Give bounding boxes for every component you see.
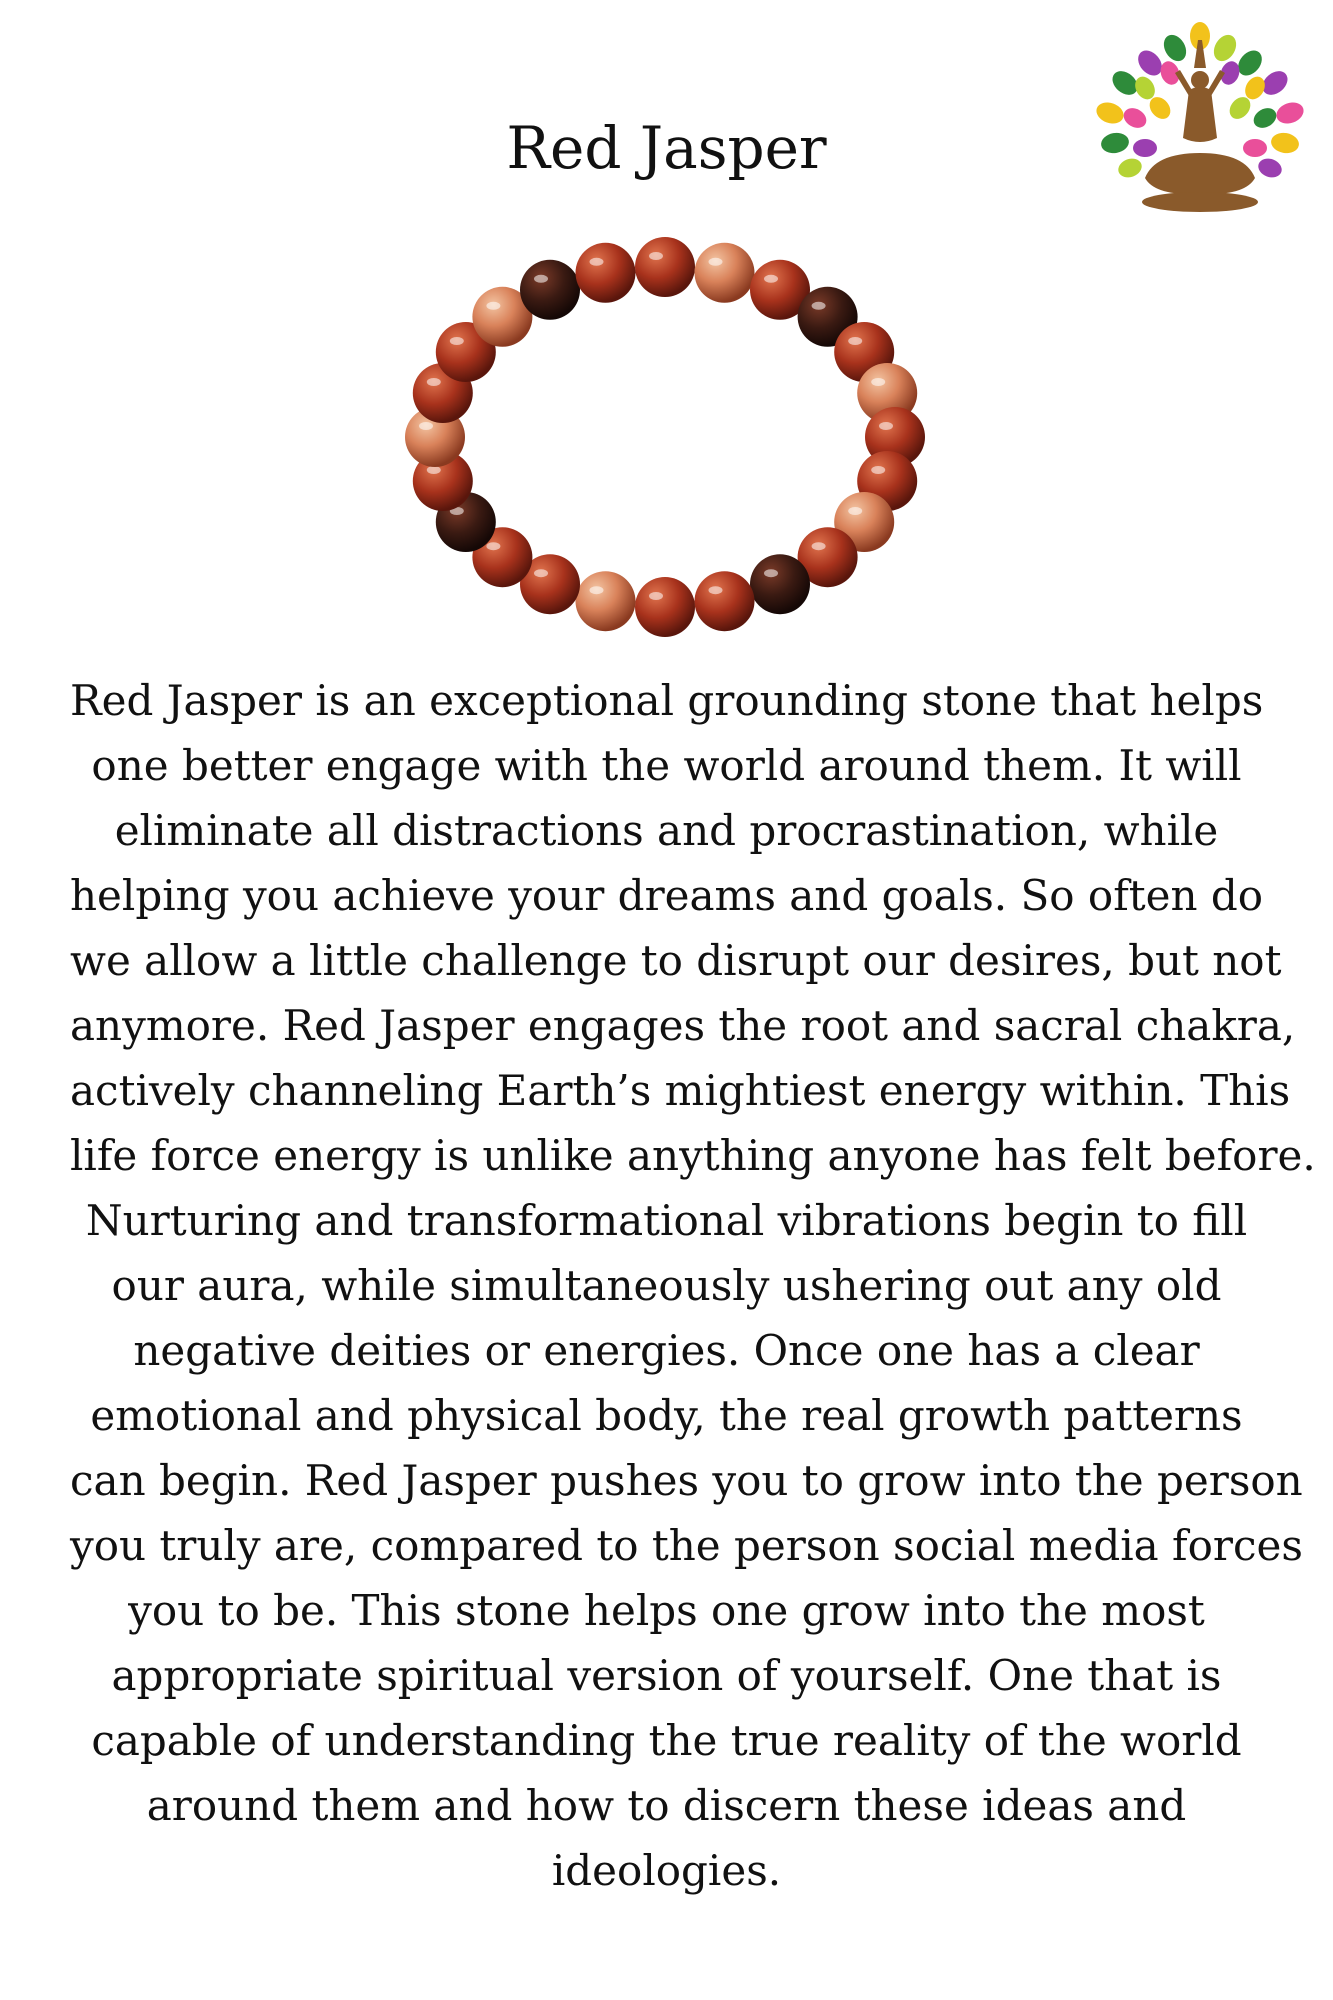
description-line: Nurturing and transformational vibrations begin to fill — [85, 1196, 1248, 1245]
bead-highlight — [486, 542, 500, 550]
description-line: ideologies. — [551, 1846, 782, 1895]
bead-highlight — [812, 302, 826, 310]
bead-highlight — [812, 542, 826, 550]
description-line: eliminate all distractions and procrastination, while — [114, 806, 1219, 855]
bead-highlight — [534, 275, 548, 283]
description-line: actively channeling Earth’s mightiest energy within. This — [70, 1066, 1291, 1115]
description-line: Red Jasper is an exceptional grounding stone that helps — [70, 676, 1264, 725]
bead-highlight — [534, 569, 548, 577]
description-line: capable of understanding the true reality of the world — [91, 1716, 1242, 1765]
bead-highlight — [450, 337, 464, 345]
description-line: you truly are, compared to the person social media forces — [70, 1521, 1303, 1570]
bead-highlight — [427, 466, 441, 474]
bracelet-bead — [576, 571, 636, 631]
bead-highlight — [590, 586, 604, 594]
bead-highlight — [590, 258, 604, 266]
description-line: you to be. This stone helps one grow into the most — [128, 1586, 1205, 1635]
description-line: emotional and physical body, the real growth patterns — [90, 1391, 1243, 1440]
bead-highlight — [879, 422, 893, 430]
description-line: negative deities or energies. Once one has a clear — [133, 1326, 1200, 1375]
bead-highlight — [848, 337, 862, 345]
description-line: we allow a little challenge to disrupt our desires, but not — [70, 936, 1282, 985]
bead-highlight — [709, 258, 723, 266]
bracelet-bead — [635, 577, 695, 637]
description-paragraph — [70, 668, 1316, 1903]
bracelet-bead — [695, 243, 755, 303]
bead-highlight — [764, 569, 778, 577]
description-line: around them and how to discern these ideas and — [146, 1781, 1187, 1830]
bead-highlight — [649, 592, 663, 600]
description-line: appropriate spiritual version of yourself. One that is — [111, 1651, 1222, 1700]
bead-highlight — [709, 586, 723, 594]
bead-highlight — [764, 275, 778, 283]
description-line: one better engage with the world around them. It will — [91, 741, 1242, 790]
bracelet-bead — [576, 243, 636, 303]
description-line: can begin. Red Jasper pushes you to grow into the person — [70, 1456, 1303, 1505]
bracelet-bead — [635, 237, 695, 297]
bead-highlight — [427, 378, 441, 386]
description-line: helping you achieve your dreams and goals. So often do — [70, 871, 1264, 920]
red-jasper-bead-bracelet-icon — [365, 215, 965, 655]
bead-highlight — [871, 378, 885, 386]
bracelet-bead — [695, 571, 755, 631]
bead-highlight — [649, 252, 663, 260]
description-line: our aura, while simultaneously ushering out any old — [111, 1261, 1222, 1310]
bracelet-bead — [520, 260, 580, 320]
description-line: anymore. Red Jasper engages the root and sacral chakra, — [70, 1001, 1296, 1050]
bead-highlight — [871, 466, 885, 474]
bead-highlight — [419, 422, 433, 430]
bead-highlight — [848, 507, 862, 515]
description-line: life force energy is unlike anything anyone has felt before. — [70, 1131, 1316, 1180]
bead-highlight — [486, 302, 500, 310]
bracelet-bead — [750, 554, 810, 614]
page-title: Red Jasper — [506, 114, 827, 182]
